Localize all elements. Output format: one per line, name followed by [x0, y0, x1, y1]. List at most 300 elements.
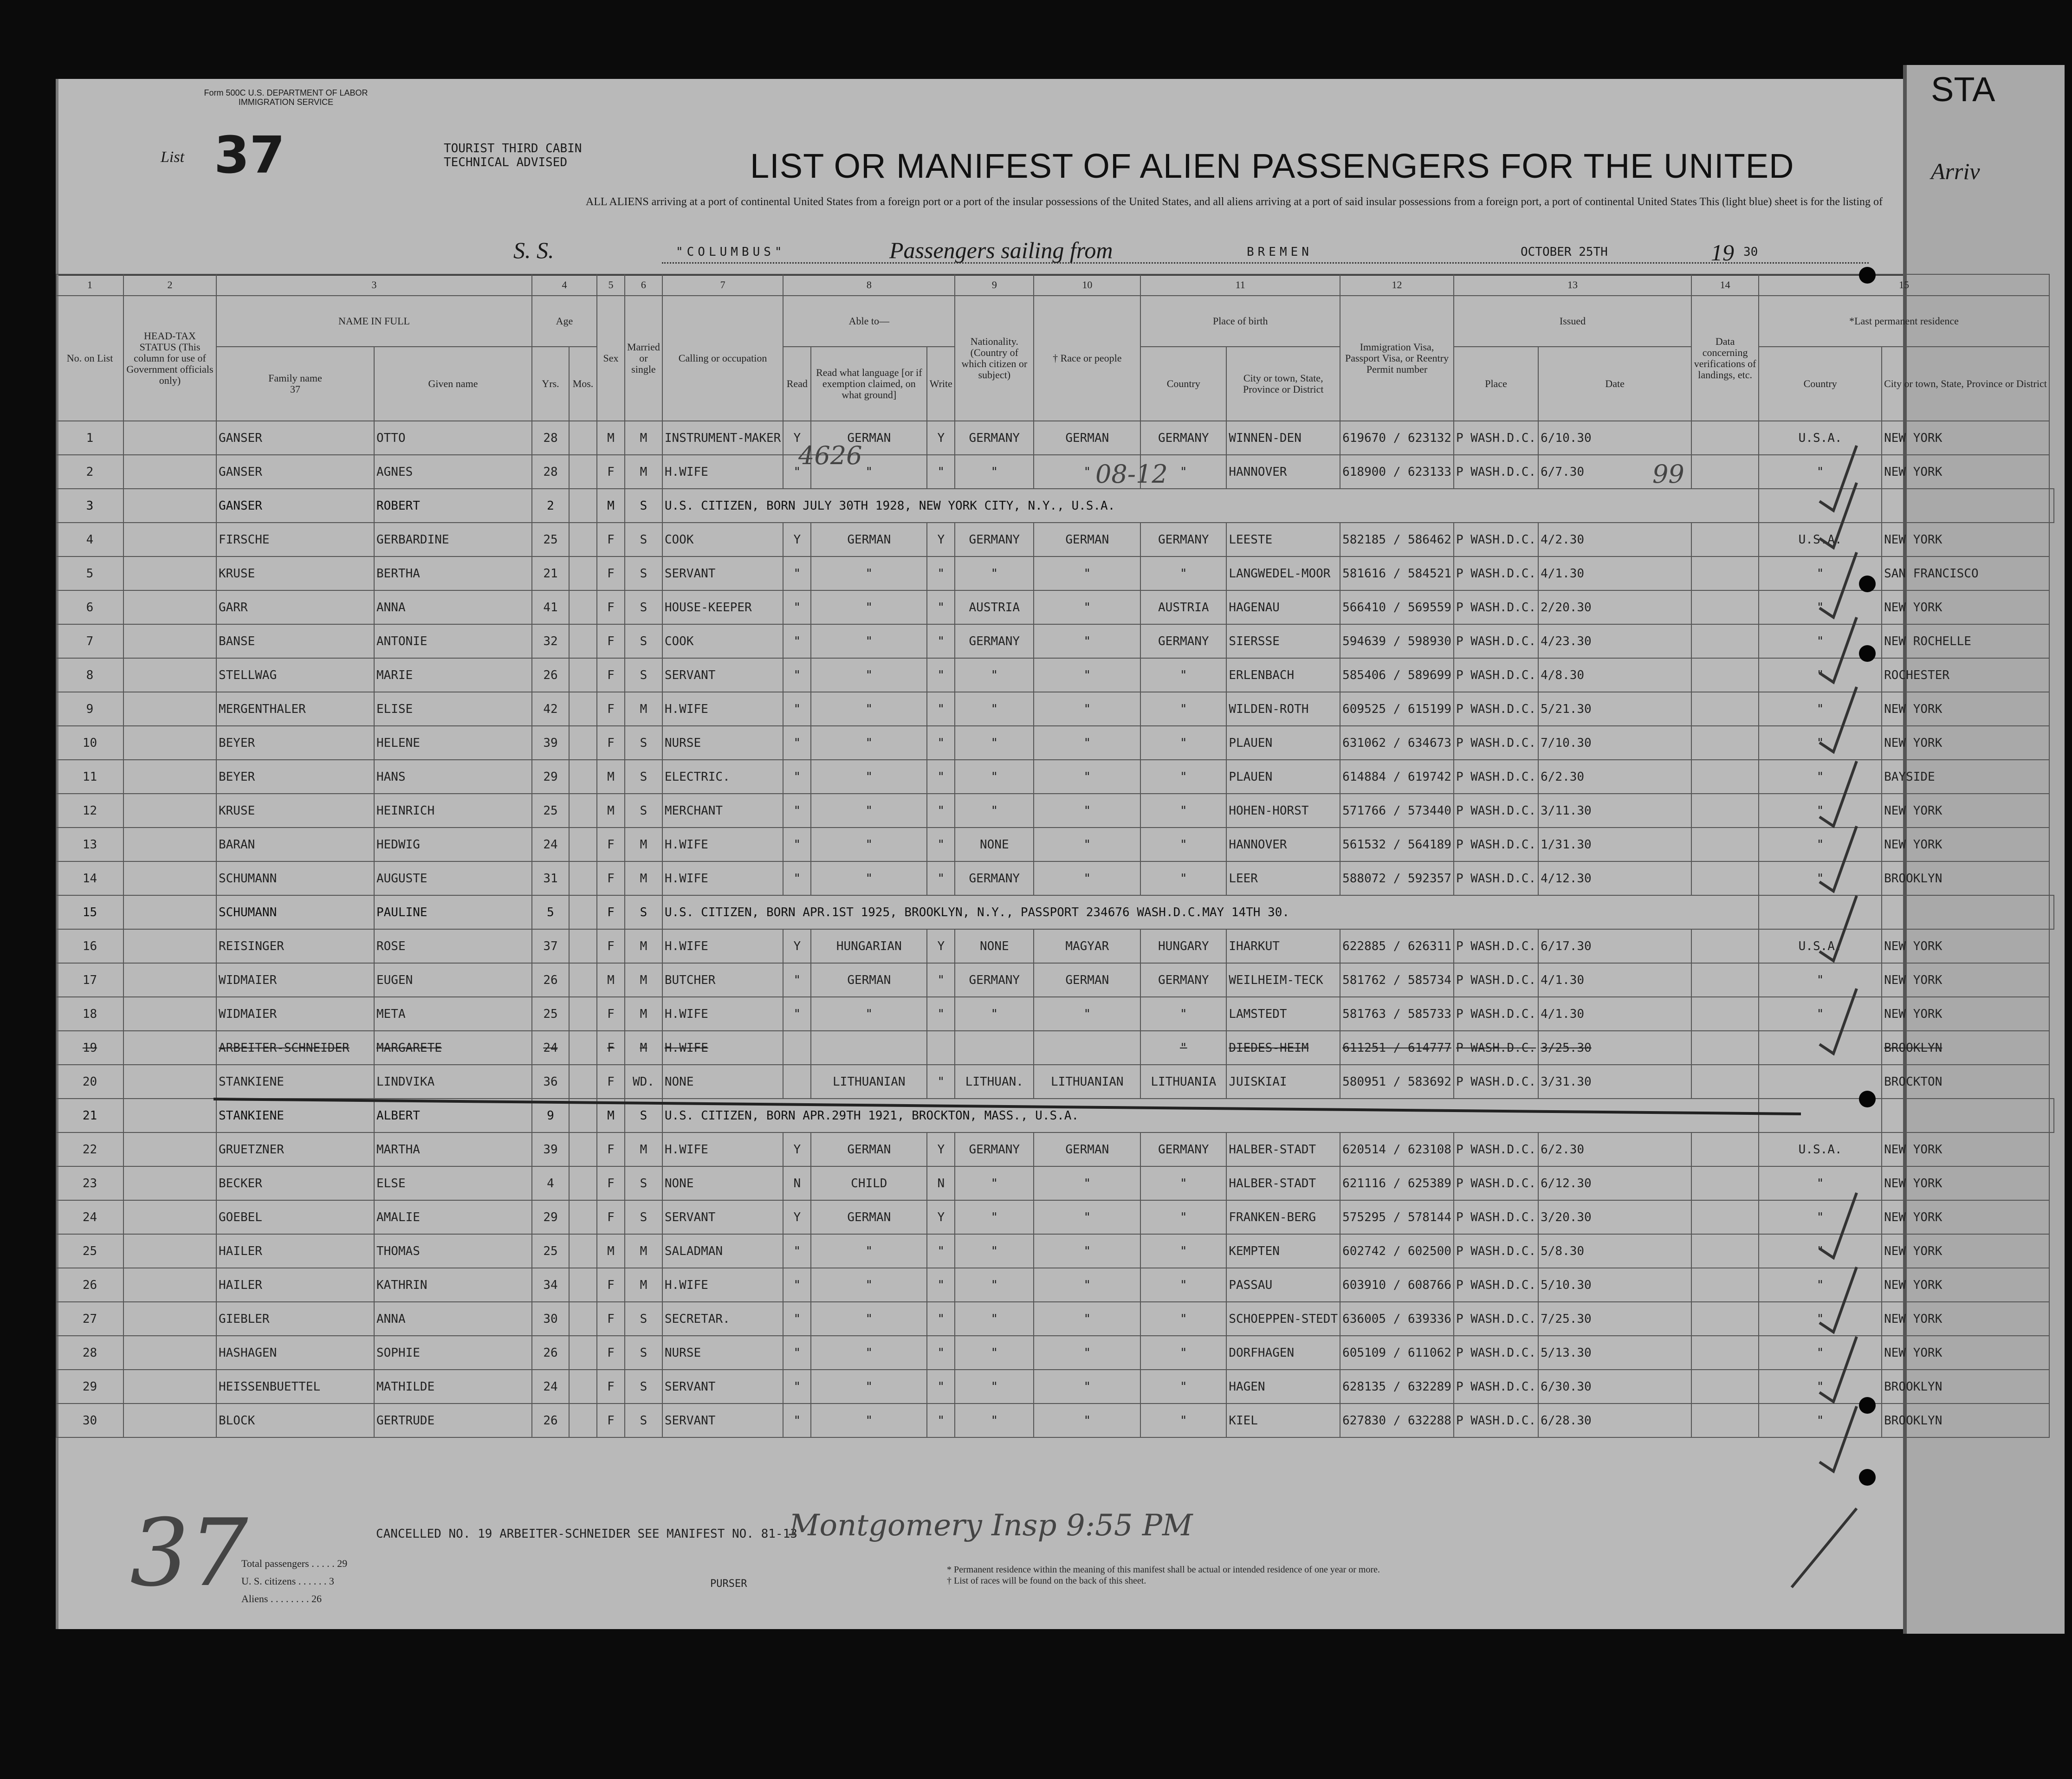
cell-cob: " — [1140, 1234, 1226, 1268]
cell-cob: " — [1140, 1404, 1226, 1437]
handwritten-37: 37 — [130, 1499, 248, 1607]
cell-yrs: 29 — [532, 1200, 569, 1234]
header-birth-city: City or town, State, Province or District — [1226, 347, 1340, 421]
cell-fam: BARAN — [216, 828, 374, 861]
cell-rcity: NEW YORK — [1882, 421, 2049, 455]
cell-nat: " — [955, 760, 1034, 794]
cell-fam: WIDMAIER — [216, 963, 374, 997]
cell-write: " — [927, 692, 955, 726]
check-mark — [1819, 552, 1857, 617]
cell-city: HAGENAU — [1226, 590, 1340, 624]
colnum: 1 — [56, 274, 123, 296]
cell-yrs: 25 — [532, 1234, 569, 1268]
cell-visa: 622885 / 626311 — [1340, 929, 1454, 963]
inspector-signature: Montgomery Insp 9:55 PM — [789, 1508, 1193, 1543]
cell-fam: SCHUMANN — [216, 861, 374, 895]
cell-fam: KRUSE — [216, 556, 374, 590]
cell-iplace: P WASH.D.C. — [1454, 1031, 1538, 1065]
cell-fam: GANSER — [216, 455, 374, 489]
cell-city: WINNEN-DEN — [1226, 421, 1340, 455]
cell-rcity: NEW YORK — [1882, 1302, 2049, 1336]
cell-rcity: NEW YORK — [1882, 1166, 2049, 1200]
cell-race: " — [1034, 692, 1140, 726]
aliens-value: 26 — [311, 1593, 322, 1604]
cell-lang: GERMAN — [811, 1132, 927, 1166]
cell-rcountry: " — [1759, 828, 1882, 861]
cell-sex: F — [597, 929, 625, 963]
cell-read: " — [783, 861, 811, 895]
cell-no: 5 — [56, 556, 123, 590]
cell-nat: " — [955, 794, 1034, 828]
cell-yrs: 21 — [532, 556, 569, 590]
cell-iplace: P WASH.D.C. — [1454, 794, 1538, 828]
cell-idate: 5/21.30 — [1538, 692, 1691, 726]
cell-no: 9 — [56, 692, 123, 726]
header-able-to: Able to— — [783, 296, 955, 347]
cell-iplace: P WASH.D.C. — [1454, 1336, 1538, 1370]
cell-lang: " — [811, 658, 927, 692]
cell-city: LEESTE — [1226, 523, 1340, 556]
cell-sex: F — [597, 556, 625, 590]
cell-iplace: P WASH.D.C. — [1454, 421, 1538, 455]
cell-fam: BLOCK — [216, 1404, 374, 1437]
cell-lang: HUNGARIAN — [811, 929, 927, 963]
cell-yrs: 26 — [532, 963, 569, 997]
cell-occ: SALADMAN — [662, 1234, 783, 1268]
cell-rcountry: " — [1759, 1268, 1882, 1302]
cell-idate: 3/25.30 — [1538, 1031, 1691, 1065]
cell-given: MATHILDE — [374, 1370, 532, 1404]
cell-visa: 566410 / 569559 — [1340, 590, 1454, 624]
cell-occ: H.WIFE — [662, 1031, 783, 1065]
cell-race: GERMAN — [1034, 523, 1140, 556]
cell-given: SOPHIE — [374, 1336, 532, 1370]
colnum: 9 — [955, 274, 1034, 296]
cell-sex: M — [597, 794, 625, 828]
cell-ms: S — [625, 760, 662, 794]
cell-city: WILDEN-ROTH — [1226, 692, 1340, 726]
cell-yrs: 42 — [532, 692, 569, 726]
cell-yrs: 4 — [532, 1166, 569, 1200]
colnum: 13 — [1454, 274, 1691, 296]
cell-no: 26 — [56, 1268, 123, 1302]
check-mark — [1819, 1406, 1857, 1471]
cell-rcountry: U.S.A. — [1759, 421, 1882, 455]
cell-rcountry: " — [1759, 455, 1882, 489]
cell-ms: S — [625, 658, 662, 692]
cell-yrs: 28 — [532, 421, 569, 455]
cell-cob: " — [1140, 1302, 1226, 1336]
cell-occ: SERVANT — [662, 1370, 783, 1404]
cell-read: " — [783, 455, 811, 489]
cell-idate: 4/8.30 — [1538, 658, 1691, 692]
cell-nat: " — [955, 1336, 1034, 1370]
cell-nat: " — [955, 1268, 1034, 1302]
check-mark — [1819, 617, 1857, 682]
cell-cob: " — [1140, 794, 1226, 828]
cell-lang: GERMAN — [811, 1200, 927, 1234]
cell-cob: AUSTRIA — [1140, 590, 1226, 624]
cell-read: " — [783, 997, 811, 1031]
cell-given: OTTO — [374, 421, 532, 455]
cell-given: THOMAS — [374, 1234, 532, 1268]
cell-lang: " — [811, 760, 927, 794]
cell-rcountry: U.S.A. — [1759, 1132, 1882, 1166]
punch-hole — [1859, 1091, 1876, 1107]
cell-race: " — [1034, 1302, 1140, 1336]
colnum: 8 — [783, 274, 955, 296]
cell-sex: F — [597, 895, 625, 929]
instructions: ALL ALIENS arriving at a port of continental United States from a foreign port or a port of the insular possessions of the United States, and all aliens arriving at a port of said insular possessions from a foreign port, a port of continental United States This (light blue) sheet is for the listing of — [585, 196, 1883, 208]
cell-rcountry: " — [1759, 963, 1882, 997]
cell-lang: CHILD — [811, 1166, 927, 1200]
cell-fam: GIEBLER — [216, 1302, 374, 1336]
cell-nat: GERMANY — [955, 523, 1034, 556]
cell-fam: STANKIENE — [216, 1065, 374, 1099]
cell-race: " — [1034, 624, 1140, 658]
cell-fam: HEISSENBUETTEL — [216, 1370, 374, 1404]
check-mark — [1819, 483, 1857, 548]
cell-ms: S — [625, 556, 662, 590]
cell-rcity: NEW YORK — [1882, 726, 2049, 760]
cell-iplace: P WASH.D.C. — [1454, 760, 1538, 794]
cell-yrs: 32 — [532, 624, 569, 658]
cell-rcity: BROOKLYN — [1882, 1404, 2049, 1437]
sailing-date: OCTOBER 25TH — [1521, 245, 1608, 259]
cell-nat: " — [955, 1200, 1034, 1234]
cell-nat: GERMANY — [955, 624, 1034, 658]
cell-cob: " — [1140, 1166, 1226, 1200]
cell-no: 19 — [56, 1031, 123, 1065]
header-issued-place: Place — [1454, 347, 1538, 421]
cell-yrs: 26 — [532, 1336, 569, 1370]
header-birth-country: Country — [1140, 347, 1226, 421]
cell-nat: " — [955, 726, 1034, 760]
cell-read: " — [783, 1268, 811, 1302]
cell-given: HELENE — [374, 726, 532, 760]
cell-race: " — [1034, 794, 1140, 828]
cell-sex: M — [597, 963, 625, 997]
punch-hole — [1859, 267, 1876, 284]
aliens-label: Aliens — [241, 1593, 268, 1604]
cell-occ: INSTRUMENT-MAKER — [662, 421, 783, 455]
header-write: Write — [927, 347, 955, 421]
cell-write: " — [927, 963, 955, 997]
cell-ms: M — [625, 1234, 662, 1268]
cell-no: 10 — [56, 726, 123, 760]
cell-ms: S — [625, 794, 662, 828]
cell-rcountry: " — [1759, 1166, 1882, 1200]
cell-write: " — [927, 1302, 955, 1336]
cell-sex: F — [597, 692, 625, 726]
header-read-language: Read what language [or if exemption claimed, on what ground] — [811, 347, 927, 421]
cell-city: SIERSSE — [1226, 624, 1340, 658]
cell-race: " — [1034, 760, 1140, 794]
cell-fam: KRUSE — [216, 794, 374, 828]
cell-city: WEILHEIM-TECK — [1226, 963, 1340, 997]
cell-iplace: P WASH.D.C. — [1454, 523, 1538, 556]
cell-lang: " — [811, 1234, 927, 1268]
cell-write: " — [927, 1336, 955, 1370]
departure-port: BREMEN — [1247, 245, 1313, 259]
cell-rcity: NEW YORK — [1882, 929, 2049, 963]
cell-visa: 621116 / 625389 — [1340, 1166, 1454, 1200]
cell-read: " — [783, 726, 811, 760]
cell-lang: " — [811, 828, 927, 861]
cell-sex: F — [597, 523, 625, 556]
cell-fam: REISINGER — [216, 929, 374, 963]
cell-visa: 631062 / 634673 — [1340, 726, 1454, 760]
cell-rcity: NEW YORK — [1882, 1336, 2049, 1370]
cell-no: 3 — [56, 489, 123, 523]
cell-fam: HAILER — [216, 1234, 374, 1268]
cell-sex: F — [597, 1404, 625, 1437]
cell-ms: S — [625, 1099, 662, 1132]
cell-visa: 575295 / 578144 — [1340, 1200, 1454, 1234]
cell-nat: NONE — [955, 828, 1034, 861]
cell-sex: F — [597, 590, 625, 624]
cell-lang: GERMAN — [811, 963, 927, 997]
cell-occ: H.WIFE — [662, 1132, 783, 1166]
cell-no: 7 — [56, 624, 123, 658]
check-mark — [1819, 687, 1857, 752]
cell-visa: 571766 / 573440 — [1340, 794, 1454, 828]
ship-name: "COLUMBUS" — [676, 245, 786, 259]
cell-read: Y — [783, 421, 811, 455]
cell-idate: 6/10.30 — [1538, 421, 1691, 455]
cell-yrs: 2 — [532, 489, 569, 523]
cell-yrs: 24 — [532, 1370, 569, 1404]
colnum: 5 — [597, 274, 625, 296]
cell-given: MARIE — [374, 658, 532, 692]
cell-write: " — [927, 726, 955, 760]
cell-no: 15 — [56, 895, 123, 929]
cell-idate: 7/25.30 — [1538, 1302, 1691, 1336]
cell-idate: 6/30.30 — [1538, 1370, 1691, 1404]
citizens-value: 3 — [329, 1575, 334, 1587]
cell-rcity: SAN FRANCISCO — [1882, 556, 2049, 590]
cell-given: HEINRICH — [374, 794, 532, 828]
cell-iplace: P WASH.D.C. — [1454, 1065, 1538, 1099]
cell-rcity: NEW YORK — [1882, 963, 2049, 997]
cell-given: LINDVIKA — [374, 1065, 532, 1099]
check-mark — [1819, 1337, 1857, 1402]
cell-rcity: NEW YORK — [1882, 590, 2049, 624]
cell-rcountry: U.S.A. — [1759, 523, 1882, 556]
cell-no: 12 — [56, 794, 123, 828]
cell-sex: F — [597, 1370, 625, 1404]
colnum: 7 — [662, 274, 783, 296]
cell-idate: 2/20.30 — [1538, 590, 1691, 624]
cell-given: AUGUSTE — [374, 861, 532, 895]
cell-iplace: P WASH.D.C. — [1454, 1370, 1538, 1404]
check-mark — [1819, 826, 1857, 891]
cell-no: 13 — [56, 828, 123, 861]
cell-read: " — [783, 794, 811, 828]
cell-write: " — [927, 760, 955, 794]
cell-rcountry: " — [1759, 1404, 1882, 1437]
cell-yrs: 39 — [532, 1132, 569, 1166]
cell-race: " — [1034, 726, 1140, 760]
cell-race: GERMAN — [1034, 963, 1140, 997]
cell-occ: H.WIFE — [662, 861, 783, 895]
cell-given: ROSE — [374, 929, 532, 963]
cell-no: 11 — [56, 760, 123, 794]
cell-nat: " — [955, 556, 1034, 590]
check-mark — [1819, 896, 1857, 961]
cell-lang: " — [811, 794, 927, 828]
header-nationality: Nationality. (Country of which citizen or subject) — [955, 296, 1034, 421]
cell-given: ELISE — [374, 692, 532, 726]
cell-read: " — [783, 1370, 811, 1404]
cell-iplace: P WASH.D.C. — [1454, 1166, 1538, 1200]
cell-cob: GERMANY — [1140, 421, 1226, 455]
cell-read: Y — [783, 523, 811, 556]
cell-given: KATHRIN — [374, 1268, 532, 1302]
cell-given: HANS — [374, 760, 532, 794]
cell-ms: M — [625, 692, 662, 726]
cell-ms: S — [625, 590, 662, 624]
manifest-title: LIST OR MANIFEST OF ALIEN PASSENGERS FOR THE UNITED — [750, 147, 1794, 185]
cell-occ: SERVANT — [662, 556, 783, 590]
cell-rcountry: " — [1759, 861, 1882, 895]
cell-ms: S — [625, 1200, 662, 1234]
cell-occ: NURSE — [662, 1336, 783, 1370]
cell-yrs: 30 — [532, 1302, 569, 1336]
cell-race: " — [1034, 658, 1140, 692]
cell-city: PLAUEN — [1226, 760, 1340, 794]
cell-citizen: U.S. CITIZEN, BORN JULY 30TH 1928, NEW YORK CITY, N.Y., U.S.A. — [662, 489, 1759, 523]
punch-hole — [1859, 576, 1876, 592]
cell-ms: M — [625, 455, 662, 489]
cell-rcity: NEW ROCHELLE — [1882, 624, 2049, 658]
cell-visa: 581616 / 584521 — [1340, 556, 1454, 590]
cell-idate: 3/20.30 — [1538, 1200, 1691, 1234]
cell-nat: " — [955, 1234, 1034, 1268]
cell-iplace: P WASH.D.C. — [1454, 624, 1538, 658]
cell-write: " — [927, 590, 955, 624]
cell-sex: F — [597, 1065, 625, 1099]
form-id: Form 500C U.S. DEPARTMENT OF LABOR IMMIGRATION SERVICE — [204, 88, 368, 107]
cell-write: " — [927, 828, 955, 861]
punch-hole — [1859, 1397, 1876, 1414]
cell-idate: 6/17.30 — [1538, 929, 1691, 963]
cell-cob: " — [1140, 828, 1226, 861]
cell-ms: S — [625, 1166, 662, 1200]
cell-iplace: P WASH.D.C. — [1454, 556, 1538, 590]
cell-idate: 6/2.30 — [1538, 760, 1691, 794]
cell-city: LEER — [1226, 861, 1340, 895]
cell-sex: M — [597, 1234, 625, 1268]
cell-nat: " — [955, 1302, 1034, 1336]
cell-ms: S — [625, 895, 662, 929]
cell-city: JUISKIAI — [1226, 1065, 1340, 1099]
cell-idate: 4/1.30 — [1538, 963, 1691, 997]
cell-sex: M — [597, 760, 625, 794]
cell-race: GERMAN — [1034, 1132, 1140, 1166]
cell-idate: 6/12.30 — [1538, 1166, 1691, 1200]
cell-race: " — [1034, 861, 1140, 895]
cell-ms: WD. — [625, 1065, 662, 1099]
cell-visa: 594639 / 598930 — [1340, 624, 1454, 658]
header-name-in-full: NAME IN FULL — [216, 296, 532, 347]
cell-ms: S — [625, 1370, 662, 1404]
cell-race: " — [1034, 1404, 1140, 1437]
cell-read: " — [783, 692, 811, 726]
cell-rcity: NEW YORK — [1882, 1234, 2049, 1268]
cell-read: " — [783, 963, 811, 997]
cell-yrs: 24 — [532, 828, 569, 861]
cell-yrs: 31 — [532, 861, 569, 895]
cell-write: " — [927, 1370, 955, 1404]
cell-write: Y — [927, 1200, 955, 1234]
cell-idate: 4/12.30 — [1538, 861, 1691, 895]
cell-fam: GRUETZNER — [216, 1132, 374, 1166]
cell-idate: 5/8.30 — [1538, 1234, 1691, 1268]
header-res-city: City or town, State, Province or District — [1882, 347, 2049, 421]
cell-sex: F — [597, 1166, 625, 1200]
cell-nat: GERMANY — [955, 861, 1034, 895]
cell-ms: M — [625, 861, 662, 895]
footnote-residence: * Permanent residence within the meaning of this manifest shall be actual or intended residence of one year or more. — [947, 1565, 1380, 1575]
cell-occ: H.WIFE — [662, 828, 783, 861]
cell-cob: LITHUANIA — [1140, 1065, 1226, 1099]
cell-city: HALBER-STADT — [1226, 1166, 1340, 1200]
cell-citizen: U.S. CITIZEN, BORN APR.1ST 1925, BROOKLYN, N.Y., PASSPORT 234676 WASH.D.C.MAY 14TH 30. — [662, 895, 1759, 929]
handwritten-code: 99 — [1652, 459, 1684, 489]
cell-ms: M — [625, 1268, 662, 1302]
cell-write: Y — [927, 421, 955, 455]
header-married: Married or single — [625, 296, 662, 421]
cell-fam: FIRSCHE — [216, 523, 374, 556]
colnum: 12 — [1340, 274, 1454, 296]
cell-nat: GERMANY — [955, 421, 1034, 455]
header-landing-data: Data concerning verifications of landings, etc. — [1691, 296, 1759, 421]
cell-write: " — [927, 1268, 955, 1302]
cell-occ: SERVANT — [662, 658, 783, 692]
cell-cob: " — [1140, 726, 1226, 760]
cell-given: BERTHA — [374, 556, 532, 590]
cell-city: HAGEN — [1226, 1370, 1340, 1404]
cell-nat: " — [955, 455, 1034, 489]
cell-no: 25 — [56, 1234, 123, 1268]
check-mark — [1792, 1508, 1857, 1587]
header-given-name: Given name — [374, 347, 532, 421]
cell-idate: 3/11.30 — [1538, 794, 1691, 828]
cell-race: " — [1034, 1200, 1140, 1234]
cell-nat: LITHUAN. — [955, 1065, 1034, 1099]
cell-visa: 609525 / 615199 — [1340, 692, 1454, 726]
cell-city: IHARKUT — [1226, 929, 1340, 963]
cell-race: " — [1034, 1370, 1140, 1404]
cell-read: " — [783, 1336, 811, 1370]
cell-iplace: P WASH.D.C. — [1454, 726, 1538, 760]
header-mos: Mos. — [569, 347, 597, 421]
cell-no: 14 — [56, 861, 123, 895]
cell-fam: BEYER — [216, 726, 374, 760]
cell-fam: WIDMAIER — [216, 997, 374, 1031]
header-head-tax: HEAD-TAX STATUS (This column for use of Government officials only) — [123, 296, 216, 421]
cell-yrs: 5 — [532, 895, 569, 929]
header-visa: Immigration Visa, Passport Visa, or Reentry Permit number — [1340, 296, 1454, 421]
cell-sex: F — [597, 1031, 625, 1065]
cell-sex: F — [597, 1132, 625, 1166]
cell-ms: S — [625, 489, 662, 523]
cell-idate: 1/31.30 — [1538, 828, 1691, 861]
colnum: 4 — [532, 274, 597, 296]
cell-rcountry: " — [1759, 1370, 1882, 1404]
cell-yrs: 37 — [532, 929, 569, 963]
